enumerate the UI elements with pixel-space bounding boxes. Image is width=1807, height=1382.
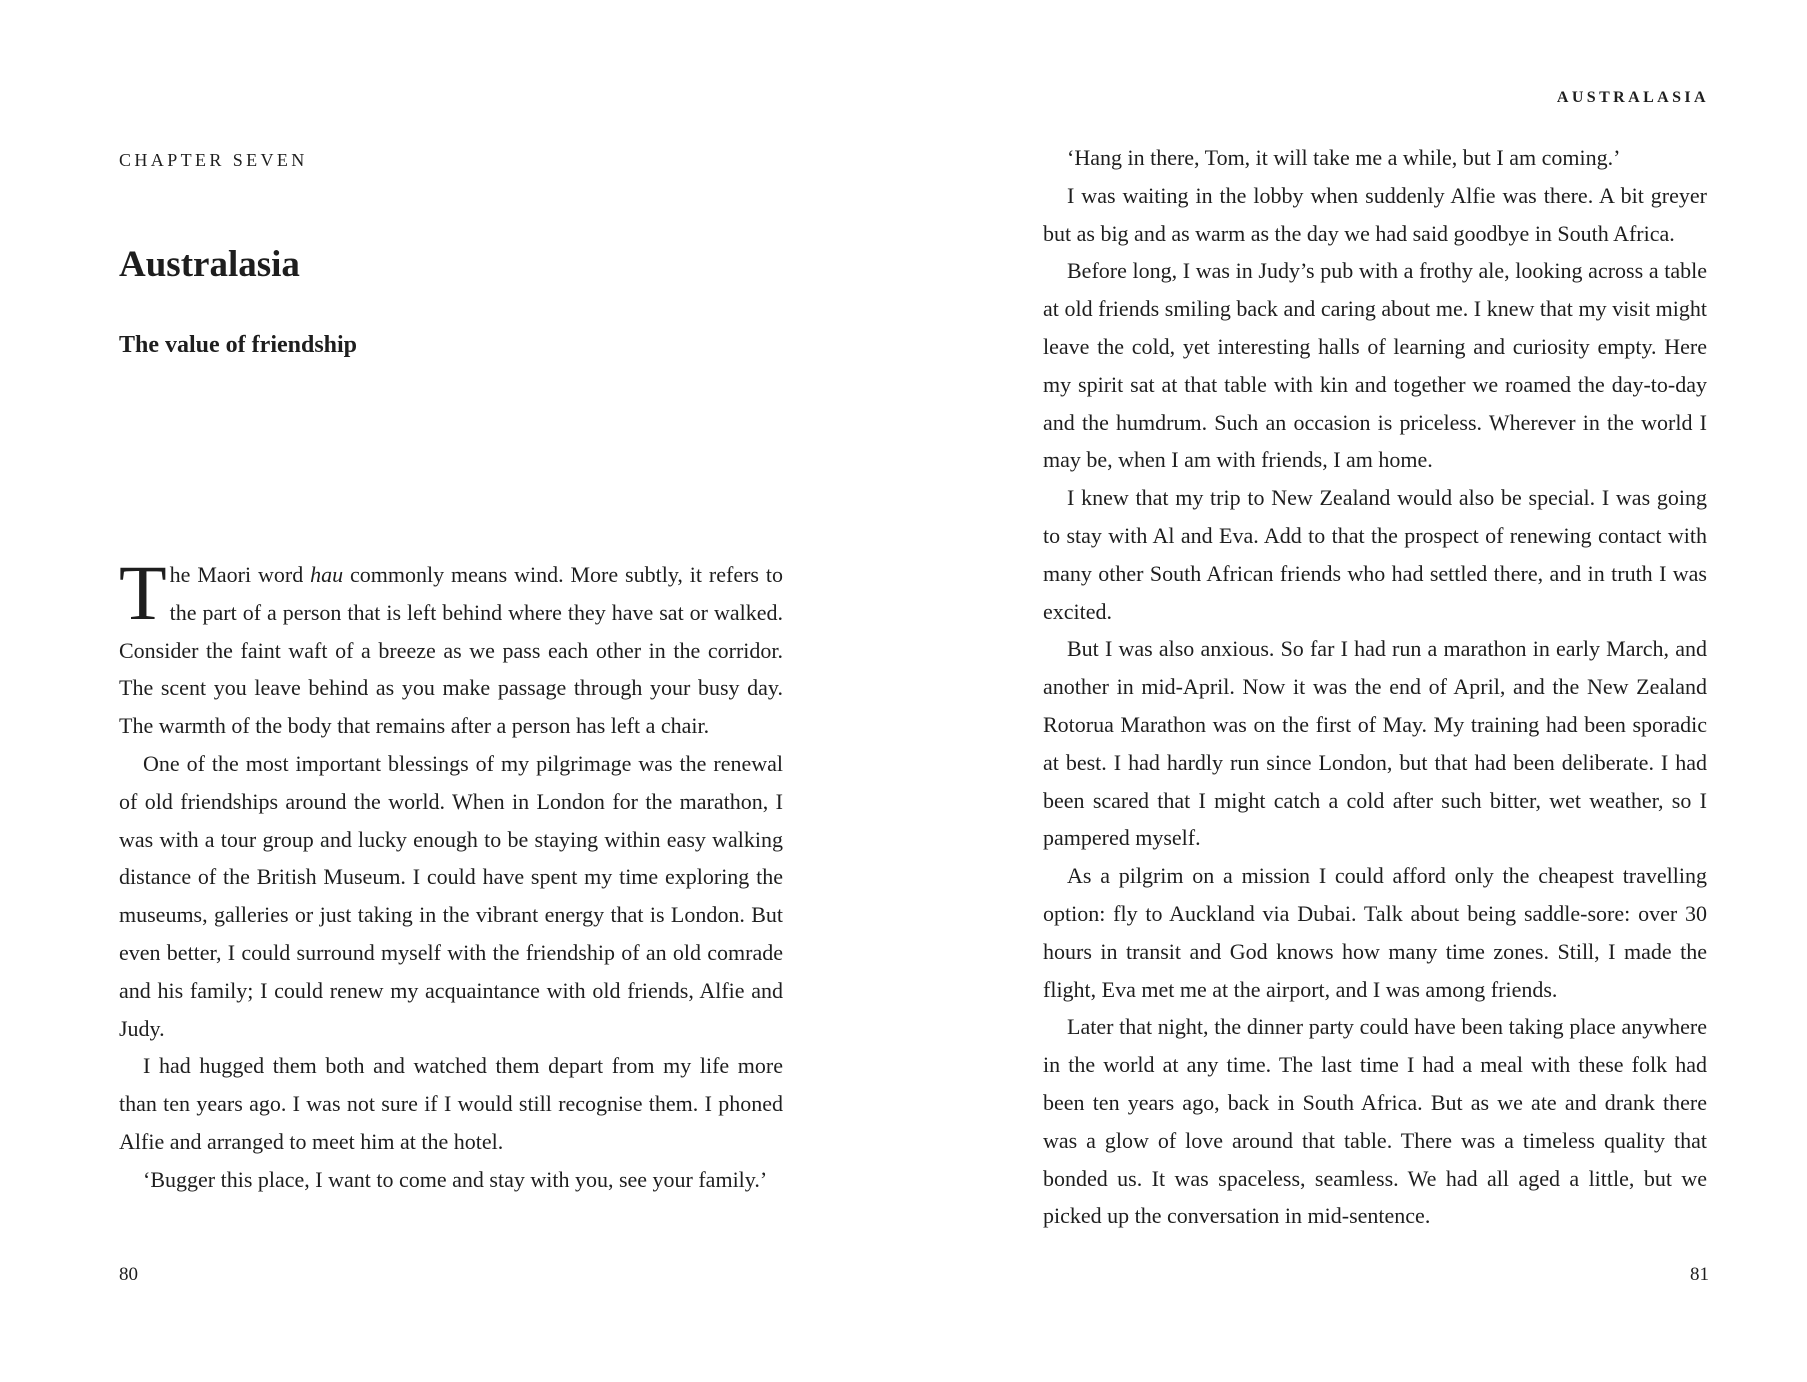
running-head: AUSTRALASIA xyxy=(1556,89,1709,106)
right-body-text xyxy=(1043,139,1707,1235)
drop-cap: T xyxy=(119,549,167,636)
body-paragraph: One of the most important blessings of my pilgrimage was the renewal of old friendships around the world. When in London for the marathon, I was with a tour group and lucky enough to be staying within easy walking distance of the British Museum. I could have spent my time exploring the museums, galleries or just taking in the vibrant energy that is London. But even better, I could surround myself with the friendship of an old comrade and his family; I could renew my acquaintance with old friends, Alfie and Judy. xyxy=(119,750,783,1041)
body-paragraph: But I was also anxious. So far I had run a marathon in early March, and another in mid-April. Now it was the end of April, and the New Zealand Rotorua Marathon was on the first of May. My training had been sporadic at best. I had hardly run since London, but that had been deliberate. I had been scared that I might catch a cold after such bitter, wet weather, so I pampered myself. xyxy=(1043,636,1707,851)
right-page xyxy=(900,0,1807,1382)
opening-paragraph xyxy=(119,549,783,745)
chapter-title: Australasia xyxy=(119,244,300,285)
opening-italic-word: hau xyxy=(310,562,344,587)
opening-text-part1: he Maori word xyxy=(169,562,311,587)
chapter-label: CHAPTER SEVEN xyxy=(119,150,308,170)
body-paragraph: Before long, I was in Judy’s pub with a frothy ale, looking across a table at old friends smiling back and caring about me. I knew that my visit might leave the cold, yet interesting halls of learning and curiosity empty. Here my spirit sat at that table with kin and together we roamed the day-to-day and the humdrum. Such an occasion is priceless. Wherever in the world I may be, when I am with friends, I am home. xyxy=(1043,258,1707,473)
body-paragraph: ‘Hang in there, Tom, it will take me a while, but I am coming.’ xyxy=(1067,145,1621,170)
chapter-subtitle: The value of friendship xyxy=(119,332,358,358)
page-number-right: 81 xyxy=(1690,1264,1709,1285)
body-paragraph: Later that night, the dinner party could have been taking place anywhere in the world at any time. The last time I had a meal with these folk had been ten years ago, back in South Africa. But as we ate and drank there was a glow of love around that table. There was a timeless quality that bonded us. It was spaceless, seamless. We had all aged a little, but we picked up the conversation in mid-sentence. xyxy=(1043,1014,1707,1229)
body-paragraph: I knew that my trip to New Zealand would also be special. I was going to stay with Al and Eva. Add to that the prospect of renewing contact with many other South African friends who had settled there, and in truth I was excited. xyxy=(1043,485,1707,624)
body-paragraph: I was waiting in the lobby when suddenly Alfie was there. A bit greyer but as big and as warm as the day we had said goodbye in South Africa. xyxy=(1043,182,1707,246)
left-body-text xyxy=(119,549,783,1199)
page-number-left: 80 xyxy=(119,1264,138,1285)
body-paragraph: I had hugged them both and watched them depart from my life more than ten years ago. I was not sure if I would still recognise them. I phoned Alfie and arranged to meet him at the hotel. xyxy=(119,1053,783,1154)
body-paragraph: As a pilgrim on a mission I could afford only the cheapest travelling option: fly to Auckland via Dubai. Talk about being saddle-sore: over 30 hours in transit and God knows how many time zones. Still, I made the flight, Eva met me at the airport, and I was among friends. xyxy=(1043,863,1707,1002)
opening-text-part2: commonly means wind. More subtly, it refers to the part of a person that is left behind where they have sat or walked. Consider the faint waft of a breeze as we pass each other in the corridor. The scent you leave behind as you make passage through your busy day. The warmth of the body that remains after a person has left a chair. xyxy=(119,562,783,739)
left-page xyxy=(0,0,900,1382)
body-paragraph: ‘Bugger this place, I want to come and stay with you, see your family.’ xyxy=(143,1166,768,1192)
